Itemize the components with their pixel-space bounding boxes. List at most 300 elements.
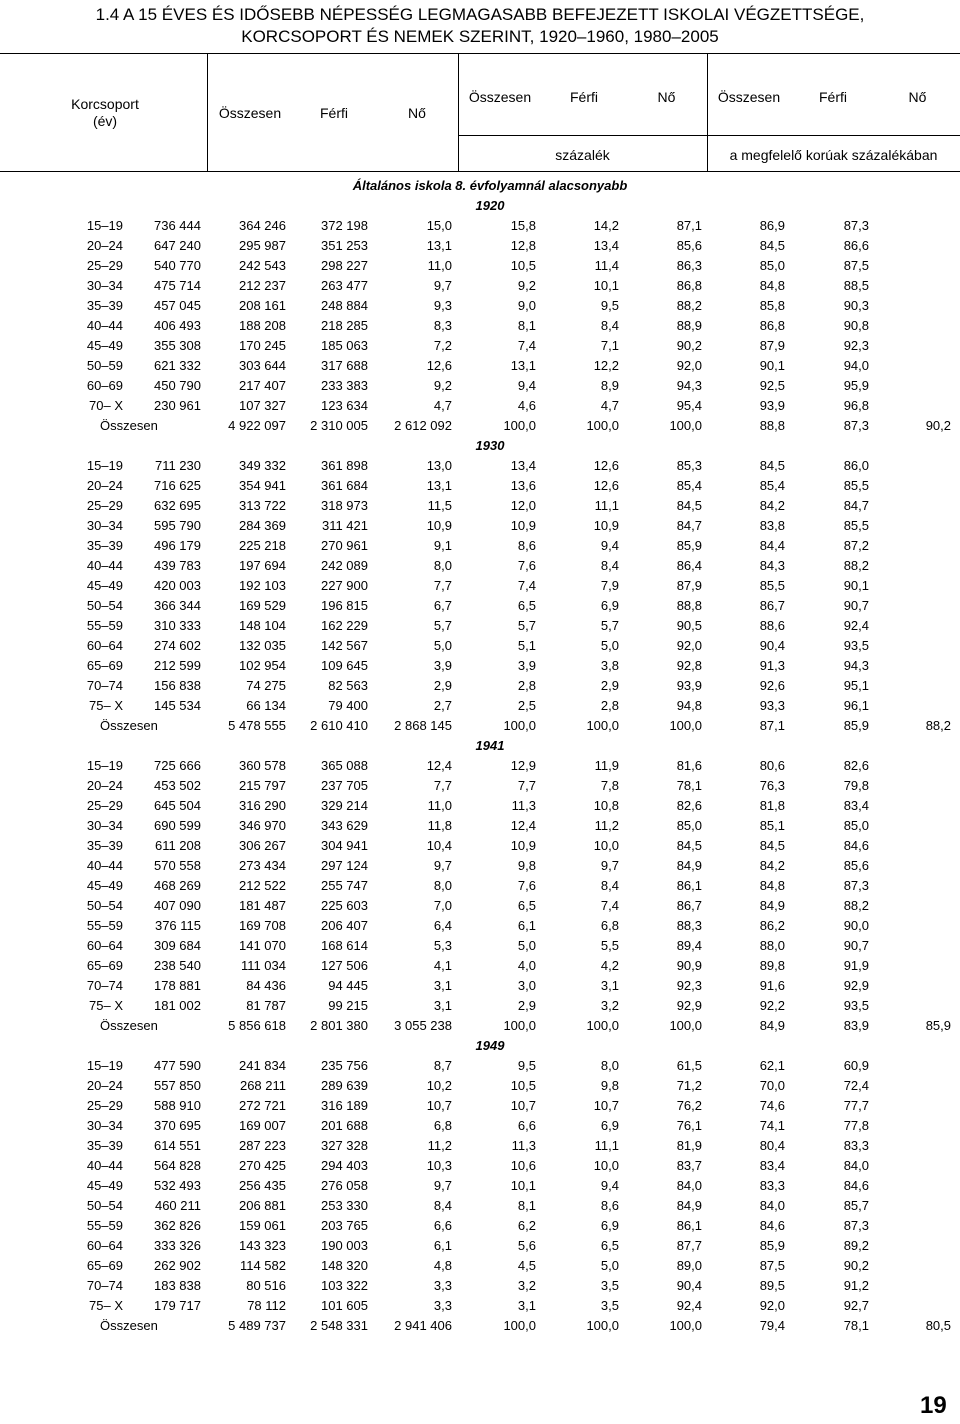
- value-cell: 242 089: [321, 558, 368, 573]
- age-group-cell: 45–49: [86, 338, 123, 353]
- value-cell: 80 516: [246, 1278, 286, 1293]
- table-row: [0, 336, 960, 356]
- value-cell: 450 790: [154, 378, 201, 393]
- value-cell: 143 323: [239, 1238, 286, 1253]
- value-cell: 5,0: [433, 638, 452, 653]
- value-cell: 66 134: [246, 698, 286, 713]
- value-cell: 9,8: [517, 858, 536, 873]
- value-cell: 227 900: [321, 578, 368, 593]
- value-cell: 8,0: [600, 1058, 619, 1073]
- value-cell: 360 578: [239, 758, 286, 773]
- value-cell: 4 922 097: [228, 418, 286, 433]
- value-cell: 12,6: [593, 458, 619, 473]
- table-row: [0, 1216, 960, 1236]
- value-cell: 84,5: [759, 458, 785, 473]
- age-group-cell: 60–64: [86, 638, 123, 653]
- value-cell: 84,5: [759, 238, 785, 253]
- table-row: [0, 916, 960, 936]
- header-divider: [458, 135, 960, 136]
- value-cell: 295 987: [239, 238, 286, 253]
- total-row: [0, 1316, 960, 1336]
- value-cell: 86,2: [759, 918, 785, 933]
- value-cell: 80,5: [925, 1318, 951, 1333]
- value-cell: 11,2: [427, 1138, 452, 1153]
- table-row: [0, 256, 960, 276]
- value-cell: 273 434: [239, 858, 286, 873]
- value-cell: 84 436: [246, 978, 286, 993]
- value-cell: 10,8: [593, 798, 619, 813]
- year-heading: 1949: [475, 1038, 505, 1053]
- value-cell: 87,3: [843, 1218, 869, 1233]
- value-cell: 12,9: [510, 758, 536, 773]
- value-cell: 6,1: [433, 1238, 452, 1253]
- title-line-1: 1.4 A 15 ÉVES ÉS IDŐSEBB NÉPESSÉG LEGMAGASABB BEFEJEZETT ISKOLAI VÉGZETTSÉGE,: [95, 5, 865, 24]
- table-row: [0, 516, 960, 536]
- value-cell: 2 612 092: [394, 418, 452, 433]
- value-cell: 355 308: [154, 338, 201, 353]
- value-cell: 83,4: [759, 1158, 785, 1173]
- value-cell: 84,9: [759, 1018, 785, 1033]
- table-row: [0, 1116, 960, 1136]
- value-cell: 99 215: [328, 998, 368, 1013]
- value-cell: 329 214: [321, 798, 368, 813]
- value-cell: 132 035: [239, 638, 286, 653]
- value-cell: 93,5: [843, 638, 869, 653]
- value-cell: 84,4: [759, 538, 785, 553]
- value-cell: 7,7: [517, 778, 536, 793]
- value-cell: 333 326: [154, 1238, 201, 1253]
- value-cell: 564 828: [154, 1158, 201, 1173]
- value-cell: 477 590: [154, 1058, 201, 1073]
- value-cell: 85,9: [843, 718, 869, 733]
- table-row: [0, 1176, 960, 1196]
- value-cell: 6,6: [433, 1218, 452, 1233]
- value-cell: 4,8: [433, 1258, 452, 1273]
- value-cell: 92,0: [676, 358, 702, 373]
- value-cell: 8,1: [517, 1198, 536, 1213]
- value-cell: 86,7: [759, 598, 785, 613]
- value-cell: 3,1: [517, 1298, 536, 1313]
- value-cell: 81,8: [759, 798, 785, 813]
- age-group-cell: 15–19: [86, 458, 123, 473]
- table-row: [0, 616, 960, 636]
- value-cell: 8,4: [600, 878, 619, 893]
- value-cell: 89,4: [676, 938, 702, 953]
- value-cell: 114 582: [239, 1258, 286, 1273]
- table-row: [0, 936, 960, 956]
- value-cell: 10,6: [510, 1158, 536, 1173]
- value-cell: 5,6: [517, 1238, 536, 1253]
- table-row: [0, 596, 960, 616]
- value-cell: 10,9: [510, 518, 536, 533]
- age-group-cell: 50–54: [86, 1198, 123, 1213]
- value-cell: 690 599: [154, 818, 201, 833]
- value-cell: 85,1: [759, 818, 785, 833]
- value-cell: 327 328: [321, 1138, 368, 1153]
- value-cell: 276 058: [321, 1178, 368, 1193]
- table-row: [0, 696, 960, 716]
- value-cell: 100,0: [669, 1018, 702, 1033]
- value-cell: 7,6: [517, 878, 536, 893]
- age-group-cell: 60–64: [86, 938, 123, 953]
- value-cell: 9,8: [600, 1078, 619, 1093]
- age-group-cell: 30–34: [86, 278, 123, 293]
- table-row: [0, 496, 960, 516]
- value-cell: 287 223: [239, 1138, 286, 1153]
- table-row: [0, 836, 960, 856]
- value-cell: 10,9: [510, 838, 536, 853]
- value-cell: 13,1: [426, 478, 452, 493]
- value-cell: 206 407: [321, 918, 368, 933]
- value-cell: 88,9: [676, 318, 702, 333]
- value-cell: 11,1: [594, 498, 619, 513]
- value-cell: 4,1: [433, 958, 452, 973]
- value-cell: 89,8: [759, 958, 785, 973]
- value-cell: 95,9: [843, 378, 869, 393]
- value-cell: 3,1: [433, 998, 452, 1013]
- value-cell: 92,8: [676, 658, 702, 673]
- value-cell: 7,7: [433, 578, 452, 593]
- value-cell: 86,1: [676, 1218, 702, 1233]
- value-cell: 532 493: [154, 1178, 201, 1193]
- value-cell: 645 504: [154, 798, 201, 813]
- value-cell: 4,0: [517, 958, 536, 973]
- value-cell: 88,8: [759, 418, 785, 433]
- value-cell: 11,2: [594, 818, 619, 833]
- value-cell: 5,7: [517, 618, 536, 633]
- value-cell: 92,4: [676, 1298, 702, 1313]
- value-cell: 78 112: [247, 1298, 286, 1313]
- age-group-cell: 35–39: [86, 298, 123, 313]
- value-cell: 349 332: [239, 458, 286, 473]
- value-cell: 93,9: [759, 398, 785, 413]
- value-cell: 86,6: [843, 238, 869, 253]
- table-row: [0, 776, 960, 796]
- age-group-cell: 25–29: [86, 258, 123, 273]
- value-cell: 197 694: [239, 558, 286, 573]
- header-col-pct-no: Nő: [657, 89, 676, 105]
- value-cell: 6,1: [517, 918, 536, 933]
- value-cell: 343 629: [321, 818, 368, 833]
- value-cell: 6,5: [600, 1238, 619, 1253]
- value-cell: 95,1: [843, 678, 869, 693]
- value-cell: 10,0: [593, 838, 619, 853]
- value-cell: 230 961: [154, 398, 201, 413]
- value-cell: 346 970: [239, 818, 286, 833]
- value-cell: 7,1: [600, 338, 619, 353]
- value-cell: 84,0: [676, 1178, 702, 1193]
- value-cell: 142 567: [321, 638, 368, 653]
- value-cell: 362 826: [154, 1218, 201, 1233]
- value-cell: 87,5: [759, 1258, 785, 1273]
- value-cell: 85,4: [676, 478, 702, 493]
- value-cell: 9,5: [600, 298, 619, 313]
- value-cell: 70,0: [759, 1078, 785, 1093]
- value-cell: 3,0: [517, 978, 536, 993]
- value-cell: 10,0: [593, 1158, 619, 1173]
- value-cell: 86,8: [759, 318, 785, 333]
- value-cell: 102 954: [239, 658, 286, 673]
- value-cell: 192 103: [239, 578, 286, 593]
- value-cell: 84,2: [759, 498, 785, 513]
- value-cell: 6,9: [600, 598, 619, 613]
- value-cell: 304 941: [321, 838, 368, 853]
- value-cell: 84,8: [759, 278, 785, 293]
- value-cell: 8,6: [600, 1198, 619, 1213]
- value-cell: 2,8: [517, 678, 536, 693]
- value-cell: 540 770: [154, 258, 201, 273]
- header-col-pct-ferfi: Férfi: [570, 89, 598, 105]
- value-cell: 4,7: [600, 398, 619, 413]
- value-cell: 6,9: [600, 1118, 619, 1133]
- value-cell: 84,0: [759, 1198, 785, 1213]
- value-cell: 84,5: [676, 498, 702, 513]
- value-cell: 188 208: [239, 318, 286, 333]
- age-group-cell: 70–74: [86, 678, 123, 693]
- value-cell: 2,8: [600, 698, 619, 713]
- table-row: [0, 816, 960, 836]
- value-cell: 159 061: [239, 1218, 286, 1233]
- table-row: [0, 876, 960, 896]
- age-group-cell: 15–19: [86, 758, 123, 773]
- table-row: [0, 1156, 960, 1176]
- value-cell: 5,7: [600, 618, 619, 633]
- value-cell: 94,0: [843, 358, 869, 373]
- value-cell: 85,0: [759, 258, 785, 273]
- value-cell: 88,8: [676, 598, 702, 613]
- value-cell: 270 961: [321, 538, 368, 553]
- value-cell: 100,0: [669, 418, 702, 433]
- value-cell: 190 003: [321, 1238, 368, 1253]
- value-cell: 8,0: [433, 878, 452, 893]
- value-cell: 3,8: [600, 658, 619, 673]
- value-cell: 79 400: [328, 698, 368, 713]
- value-cell: 90,7: [843, 938, 869, 953]
- table-row: [0, 756, 960, 776]
- value-cell: 588 910: [154, 1098, 201, 1113]
- value-cell: 7,8: [600, 778, 619, 793]
- value-cell: 256 435: [239, 1178, 286, 1193]
- value-cell: 77,7: [843, 1098, 869, 1113]
- value-cell: 78,1: [676, 778, 702, 793]
- total-label: Összesen: [100, 1318, 158, 1333]
- table-header: [0, 53, 960, 172]
- value-cell: 78,1: [843, 1318, 869, 1333]
- value-cell: 84,9: [676, 858, 702, 873]
- title-line-2: KORCSOPORT ÉS NEMEK SZERINT, 1920–1960, 1980–2005: [241, 27, 719, 46]
- value-cell: 316 290: [239, 798, 286, 813]
- value-cell: 100,0: [669, 718, 702, 733]
- value-cell: 89,2: [843, 1238, 869, 1253]
- section-title: Általános iskola 8. évfolyamnál alacsonyabb: [352, 178, 628, 193]
- value-cell: 96,1: [843, 698, 869, 713]
- value-cell: 4,6: [517, 398, 536, 413]
- table-row: [0, 1076, 960, 1096]
- value-cell: 11,1: [594, 1138, 619, 1153]
- value-cell: 10,4: [426, 838, 452, 853]
- value-cell: 3 055 238: [394, 1018, 452, 1033]
- table-row: [0, 656, 960, 676]
- age-group-cell: 45–49: [86, 1178, 123, 1193]
- value-cell: 10,5: [510, 258, 536, 273]
- value-cell: 318 973: [321, 498, 368, 513]
- total-label: Összesen: [100, 1018, 158, 1033]
- value-cell: 148 104: [239, 618, 286, 633]
- value-cell: 92,0: [676, 638, 702, 653]
- value-cell: 101 605: [321, 1298, 368, 1313]
- value-cell: 6,4: [433, 918, 452, 933]
- value-cell: 212 237: [239, 278, 286, 293]
- value-cell: 12,0: [510, 498, 536, 513]
- value-cell: 309 684: [154, 938, 201, 953]
- table-body: [0, 176, 960, 1336]
- value-cell: 77,8: [843, 1118, 869, 1133]
- value-cell: 632 695: [154, 498, 201, 513]
- value-cell: 85,6: [676, 238, 702, 253]
- value-cell: 5,0: [600, 638, 619, 653]
- value-cell: 475 714: [154, 278, 201, 293]
- age-group-cell: 60–69: [86, 378, 123, 393]
- age-group-cell: 25–29: [86, 1098, 123, 1113]
- value-cell: 6,5: [517, 898, 536, 913]
- value-cell: 3,3: [433, 1278, 452, 1293]
- value-cell: 85,5: [843, 478, 869, 493]
- value-cell: 86,9: [759, 218, 785, 233]
- value-cell: 89,5: [759, 1278, 785, 1293]
- value-cell: 4,7: [433, 398, 452, 413]
- value-cell: 83,4: [843, 798, 869, 813]
- value-cell: 9,3: [433, 298, 452, 313]
- value-cell: 6,9: [600, 1218, 619, 1233]
- value-cell: 83,3: [759, 1178, 785, 1193]
- age-group-cell: 40–44: [86, 318, 123, 333]
- value-cell: 6,8: [600, 918, 619, 933]
- value-cell: 10,7: [510, 1098, 536, 1113]
- age-group-cell: 25–29: [86, 498, 123, 513]
- value-cell: 218 285: [321, 318, 368, 333]
- value-cell: 123 634: [321, 398, 368, 413]
- value-cell: 76,1: [676, 1118, 702, 1133]
- value-cell: 8,7: [433, 1058, 452, 1073]
- value-cell: 93,3: [759, 698, 785, 713]
- value-cell: 88,5: [843, 278, 869, 293]
- value-cell: 237 705: [321, 778, 368, 793]
- value-cell: 8,0: [433, 558, 452, 573]
- value-cell: 196 815: [321, 598, 368, 613]
- value-cell: 85,8: [759, 298, 785, 313]
- value-cell: 595 790: [154, 518, 201, 533]
- value-cell: 84,5: [759, 838, 785, 853]
- value-cell: 10,5: [510, 1078, 536, 1093]
- header-korcsoport: Korcsoport (év): [71, 96, 139, 129]
- value-cell: 5,3: [433, 938, 452, 953]
- value-cell: 88,2: [925, 718, 951, 733]
- value-cell: 7,4: [600, 898, 619, 913]
- value-cell: 370 695: [154, 1118, 201, 1133]
- age-group-cell: 40–44: [86, 1158, 123, 1173]
- table-row: [0, 536, 960, 556]
- value-cell: 100,0: [503, 1318, 536, 1333]
- value-cell: 2,9: [433, 678, 452, 693]
- value-cell: 92,4: [843, 618, 869, 633]
- age-group-cell: 45–49: [86, 878, 123, 893]
- value-cell: 9,2: [517, 278, 536, 293]
- value-cell: 5,7: [433, 618, 452, 633]
- table-row: [0, 316, 960, 336]
- value-cell: 82 563: [328, 678, 368, 693]
- value-cell: 8,3: [433, 318, 452, 333]
- value-cell: 262 902: [154, 1258, 201, 1273]
- total-row: [0, 716, 960, 736]
- value-cell: 6,5: [517, 598, 536, 613]
- value-cell: 100,0: [669, 1318, 702, 1333]
- value-cell: 84,8: [759, 878, 785, 893]
- value-cell: 90,2: [843, 1258, 869, 1273]
- value-cell: 85,3: [676, 458, 702, 473]
- value-cell: 7,6: [517, 558, 536, 573]
- value-cell: 9,4: [600, 1178, 619, 1193]
- value-cell: 317 688: [321, 358, 368, 373]
- age-group-cell: 20–24: [86, 238, 123, 253]
- value-cell: 87,7: [676, 1238, 702, 1253]
- value-cell: 169 007: [239, 1118, 286, 1133]
- value-cell: 238 540: [154, 958, 201, 973]
- value-cell: 2 801 380: [310, 1018, 368, 1033]
- value-cell: 93,9: [676, 678, 702, 693]
- table-row: [0, 796, 960, 816]
- table-row: [0, 376, 960, 396]
- value-cell: 15,8: [510, 218, 536, 233]
- value-cell: 60,9: [843, 1058, 869, 1073]
- value-cell: 13,1: [426, 238, 452, 253]
- value-cell: 9,0: [517, 298, 536, 313]
- value-cell: 316 189: [321, 1098, 368, 1113]
- value-cell: 225 218: [239, 538, 286, 553]
- value-cell: 12,8: [510, 238, 536, 253]
- value-cell: 85,9: [925, 1018, 951, 1033]
- value-cell: 84,3: [759, 558, 785, 573]
- age-group-cell: 65–69: [86, 958, 123, 973]
- value-cell: 12,4: [510, 818, 536, 833]
- age-group-cell: 20–24: [86, 1078, 123, 1093]
- value-cell: 11,0: [427, 798, 452, 813]
- value-cell: 103 322: [321, 1278, 368, 1293]
- value-cell: 83,8: [759, 518, 785, 533]
- value-cell: 87,9: [676, 578, 702, 593]
- value-cell: 87,3: [843, 418, 869, 433]
- value-cell: 647 240: [154, 238, 201, 253]
- value-cell: 9,7: [433, 858, 452, 873]
- value-cell: 3,5: [600, 1298, 619, 1313]
- age-group-cell: 65–69: [86, 1258, 123, 1273]
- value-cell: 7,2: [433, 338, 452, 353]
- total-row: [0, 1016, 960, 1036]
- value-cell: 82,6: [676, 798, 702, 813]
- table-row: [0, 276, 960, 296]
- value-cell: 9,5: [517, 1058, 536, 1073]
- table-row: [0, 896, 960, 916]
- table-row: [0, 956, 960, 976]
- value-cell: 13,4: [510, 458, 536, 473]
- value-cell: 212 599: [154, 658, 201, 673]
- total-label: Összesen: [100, 418, 158, 433]
- value-cell: 95,4: [676, 398, 702, 413]
- value-cell: 9,7: [433, 1178, 452, 1193]
- value-cell: 10,9: [593, 518, 619, 533]
- age-group-cell: 30–34: [86, 1118, 123, 1133]
- value-cell: 716 625: [154, 478, 201, 493]
- value-cell: 89,0: [676, 1258, 702, 1273]
